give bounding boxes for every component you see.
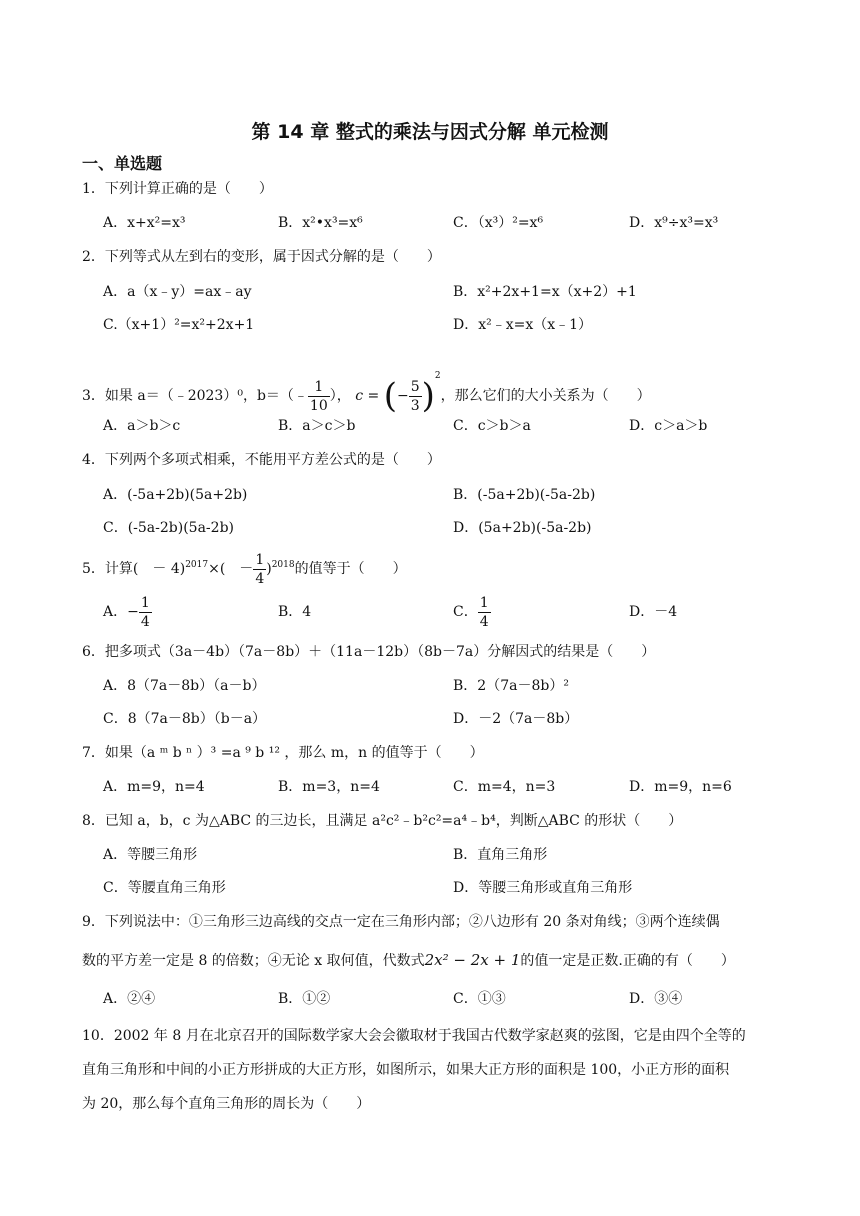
fraction-denominator: 4: [479, 613, 489, 630]
question-8-stem: 8．已知 a，b，c 为△ABC 的三边长，且满足 a²c²﹣b²c²=a⁴﹣b⁴，判断△ABC 的形状（ ）: [82, 813, 683, 829]
question-9-text-pre: 数的平方差一定是 8 的倍数；④无论 x 取何值，代数式: [82, 953, 425, 969]
option-label: C．: [453, 604, 478, 620]
question-2-stem: 2．下列等式从左到右的变形，属于因式分解的是（ ）: [82, 249, 441, 265]
question-5-stem: [82, 545, 407, 585]
question-5-option-c[interactable]: [453, 590, 491, 634]
question-6-stem: 6．把多项式（3a－4b）（7a－8b）＋（11a－12b）（8b－7a）分解因式的结果是（ ）: [82, 644, 656, 660]
question-5-text-mid: ×( －: [208, 561, 254, 577]
question-10-stem-line-3: 为 20，那么每个直角三角形的周长为（ ）: [82, 1096, 371, 1112]
question-9-option-a[interactable]: A．②④: [103, 991, 156, 1007]
question-6-option-a[interactable]: A．8（7a－8b）（a－b）: [103, 678, 266, 694]
question-5-exponent-1: 2017: [185, 560, 209, 570]
question-3-option-b[interactable]: B．a＞c＞b: [278, 418, 356, 434]
question-3-stem: [82, 350, 651, 416]
question-5-option-b[interactable]: B．4: [278, 604, 312, 620]
option-fraction: [139, 594, 152, 631]
question-9-option-d[interactable]: D．③④: [629, 991, 683, 1007]
question-10-stem-line-1: 10．2002 年 8 月在北京召开的国际数学家大会会徽取材于我国古代数学家赵爽的弦图，它是由四个全等的: [82, 1028, 746, 1044]
question-5-text-pre: 5．计算( － 4): [82, 561, 186, 577]
question-7-option-d[interactable]: D．m=9，n=6: [629, 779, 732, 795]
question-5-close: ): [266, 561, 272, 577]
fraction-numerator: 1: [479, 594, 489, 611]
question-4-option-a[interactable]: A．(-5a+2b)(5a+2b): [103, 487, 248, 503]
question-6-option-b[interactable]: B．2（7a－8b）²: [453, 678, 569, 694]
question-5-option-d[interactable]: D．－4: [629, 604, 678, 620]
question-6-option-d[interactable]: D．－2（7a－8b）: [453, 711, 579, 727]
question-9-text-post: 的值一定是正数.正确的有（ ）: [520, 953, 735, 969]
paren-right: ): [421, 376, 435, 416]
question-3-text-post: ，那么它们的大小关系为（ ）: [440, 388, 651, 404]
paren-left: (: [383, 376, 397, 416]
question-5-exponent-2: 2018: [271, 560, 295, 570]
fraction-numerator: 1: [255, 551, 265, 568]
fraction-numerator: 1: [308, 378, 330, 397]
question-4-option-c[interactable]: C．(-5a-2b)(5a-2b): [103, 520, 234, 536]
question-9-expression: 2x² − 2x + 1: [424, 951, 521, 969]
question-5-fraction: [253, 551, 266, 588]
question-3-option-d[interactable]: D．c＞a＞b: [629, 418, 708, 434]
question-2-option-b[interactable]: B．x²+2x+1=x（x+2）+1: [453, 284, 637, 300]
question-2-option-d[interactable]: D．x²﹣x=x（x﹣1）: [453, 317, 593, 333]
question-2-option-a[interactable]: A．a（x﹣y）=ax﹣ay: [103, 284, 252, 300]
question-1-option-d[interactable]: D．x⁹÷x³=x³: [629, 215, 719, 231]
question-3-c-equals: c =: [355, 388, 384, 404]
question-8-option-c[interactable]: C．等腰直角三角形: [103, 880, 226, 896]
question-3-fraction-b: [308, 378, 330, 415]
question-5-option-a[interactable]: [103, 590, 152, 634]
question-5-text-post: 的值等于（ ）: [294, 561, 407, 577]
question-1-option-b[interactable]: B．x²•x³=x⁶: [278, 215, 363, 231]
question-8-option-b[interactable]: B．直角三角形: [453, 847, 548, 863]
question-10-stem-line-2: 直角三角形和中间的小正方形拼成的大正方形，如图所示，如果大正方形的面积是 100，小正方形的面积: [82, 1062, 730, 1078]
question-7-stem: 7．如果（a ᵐ b ⁿ ）³ =a ⁹ b ¹² ，那么 m，n 的值等于（ ）: [82, 745, 484, 761]
fraction-denominator: 3: [410, 397, 420, 414]
question-4-stem: 4．下列两个多项式相乘，不能用平方差公式的是（ ）: [82, 452, 441, 468]
question-3-option-a[interactable]: A．a＞b＞c: [103, 418, 181, 434]
question-2-option-c[interactable]: C.（x+1）²=x²+2x+1: [103, 317, 255, 333]
question-1-stem: 1．下列计算正确的是（ ）: [82, 181, 273, 197]
question-3-option-c[interactable]: C．c＞b＞a: [453, 418, 531, 434]
question-9-option-b[interactable]: B．①②: [278, 991, 331, 1007]
fraction-numerator: 5: [410, 378, 420, 395]
question-6-option-c[interactable]: C．8（7a－8b）（b－a）: [103, 711, 267, 727]
question-9-option-c[interactable]: C．①③: [453, 991, 506, 1007]
question-8-option-d[interactable]: D．等腰三角形或直角三角形: [453, 880, 633, 896]
question-4-option-d[interactable]: D．(5a+2b)(-5a-2b): [453, 520, 592, 536]
question-4-option-b[interactable]: B．(-5a+2b)(-5a-2b): [453, 487, 596, 503]
minus-sign: −: [127, 604, 139, 620]
fraction-denominator: 4: [255, 570, 265, 587]
section-heading: 一、单选题: [82, 154, 163, 173]
question-1-option-a[interactable]: A．x+x²=x³: [103, 215, 186, 231]
question-8-option-a[interactable]: A．等腰三角形: [103, 847, 198, 863]
option-fraction: [478, 594, 491, 631]
fraction-denominator: 4: [140, 613, 150, 630]
question-7-option-b[interactable]: B．m=3，n=4: [278, 779, 380, 795]
fraction-numerator: 1: [140, 594, 150, 611]
question-3-fraction-c: [409, 378, 422, 415]
fraction-denominator: 10: [309, 397, 328, 414]
page-title: 第 14 章 整式的乘法与因式分解 单元检测: [251, 121, 609, 143]
option-label: A．: [103, 604, 128, 620]
question-9-stem-line-2: [82, 951, 735, 970]
question-3-exponent: 2: [434, 371, 441, 381]
question-1-option-c[interactable]: C．（x³）²=x⁶: [453, 215, 544, 231]
question-3-minus: −: [396, 388, 409, 404]
question-7-option-a[interactable]: A．m=9，n=4: [103, 779, 205, 795]
question-3-text-mid: ），: [329, 388, 351, 404]
question-9-stem-line-1: 9．下列说法中：①三角形三边高线的交点一定在三角形内部；②八边形有 20 条对角线；③两个连续偶: [82, 914, 720, 930]
question-7-option-c[interactable]: C．m=4，n=3: [453, 779, 556, 795]
question-3-text-pre: 3．如果 a＝（﹣2023）⁰，b＝（﹣: [82, 388, 308, 404]
